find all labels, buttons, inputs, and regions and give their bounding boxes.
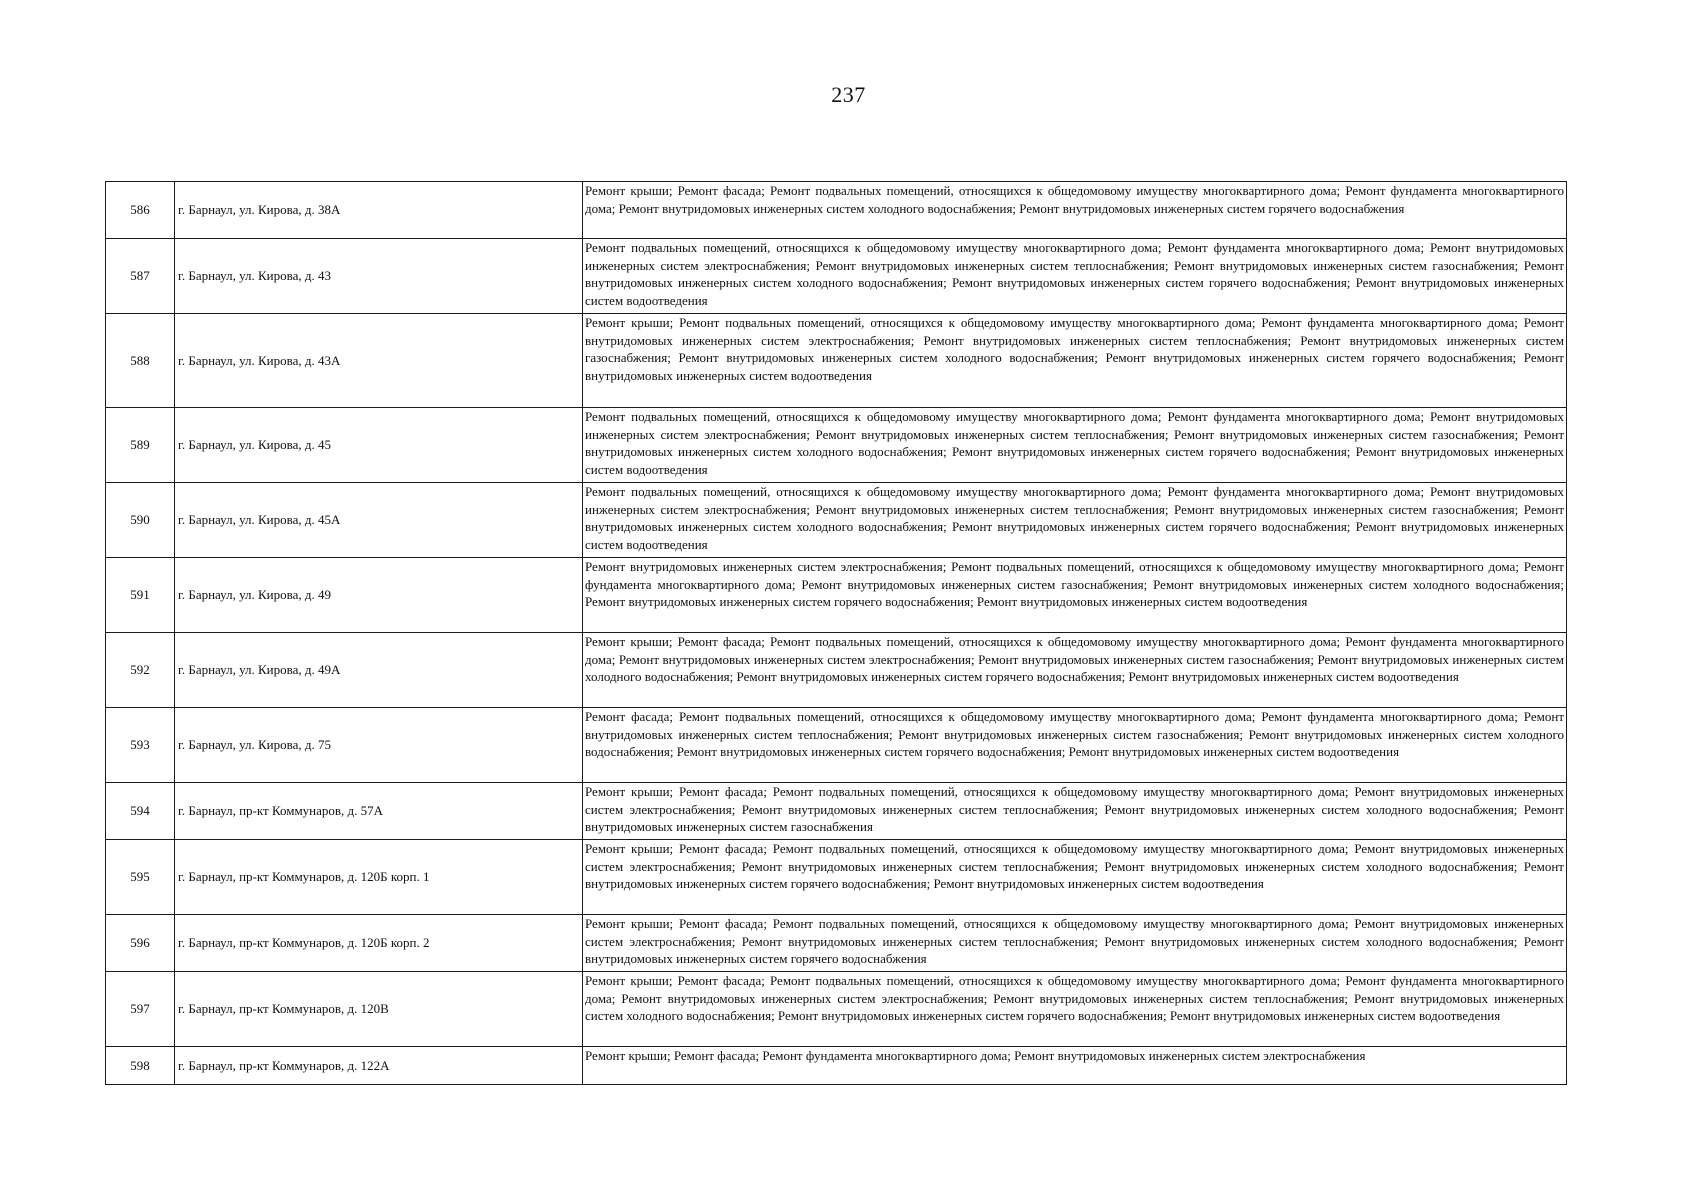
row-number-cell: 594 bbox=[106, 783, 175, 840]
table-row bbox=[106, 708, 1567, 783]
address-cell: г. Барнаул, пр-кт Коммунаров, д. 120Б корп. 1 bbox=[175, 840, 583, 915]
works-cell: Ремонт фасада; Ремонт подвальных помещений, относящихся к общедомовому имуществу многоквартирного дома; Ремонт фундамента многоквартирного дома; Ремонт внутридомовых инженерных систем теплоснабжения; Ремонт внутридомовых инженерных систем газоснабжения; Ремонт внутридомовых инженерных систем холодного водоснабжения; Ремонт внутридомовых инженерных систем горячего водоснабжения; Ремонт внутридомовых инженерных систем водоотведения bbox=[583, 708, 1567, 783]
works-cell: Ремонт крыши; Ремонт фасада; Ремонт подвальных помещений, относящихся к общедомовому имуществу многоквартирного дома; Ремонт внутридомовых инженерных систем электроснабжения; Ремонт внутридомовых инженерных систем теплоснабжения; Ремонт внутридомовых инженерных систем холодного водоснабжения; Ремонт внутридомовых инженерных систем горячего водоснабжения; Ремонт внутридомовых инженерных систем водоотведения bbox=[583, 840, 1567, 915]
address-cell: г. Барнаул, ул. Кирова, д. 49 bbox=[175, 558, 583, 633]
works-cell: Ремонт крыши; Ремонт фасада; Ремонт подвальных помещений, относящихся к общедомовому имуществу многоквартирного дома; Ремонт фундамента многоквартирного дома; Ремонт внутридомовых инженерных систем холодного водоснабжения; Ремонт внутридомовых инженерных систем горячего водоснабжения bbox=[583, 182, 1567, 239]
row-number-cell: 588 bbox=[106, 314, 175, 408]
works-cell: Ремонт крыши; Ремонт фасада; Ремонт подвальных помещений, относящихся к общедомовому имуществу многоквартирного дома; Ремонт внутридомовых инженерных систем электроснабжения; Ремонт внутридомовых инженерных систем теплоснабжения; Ремонт внутридомовых инженерных систем холодного водоснабжения; Ремонт внутридомовых инженерных систем газоснабжения bbox=[583, 783, 1567, 840]
table-row bbox=[106, 408, 1567, 483]
address-cell: г. Барнаул, ул. Кирова, д. 45А bbox=[175, 483, 583, 558]
table-row bbox=[106, 783, 1567, 840]
row-number-cell: 590 bbox=[106, 483, 175, 558]
works-cell: Ремонт подвальных помещений, относящихся к общедомовому имуществу многоквартирного дома; Ремонт фундамента многоквартирного дома; Ремонт внутридомовых инженерных систем электроснабжения; Ремонт внутридомовых инженерных систем теплоснабжения; Ремонт внутридомовых инженерных систем газоснабжения; Ремонт внутридомовых инженерных систем холодного водоснабжения; Ремонт внутридомовых инженерных систем горячего водоснабжения; Ремонт внутридомовых инженерных систем водоотведения bbox=[583, 239, 1567, 314]
works-cell: Ремонт крыши; Ремонт подвальных помещений, относящихся к общедомовому имуществу многоквартирного дома; Ремонт фундамента многоквартирного дома; Ремонт внутридомовых инженерных систем электроснабжения; Ремонт внутридомовых инженерных систем теплоснабжения; Ремонт внутридомовых инженерных систем газоснабжения; Ремонт внутридомовых инженерных систем холодного водоснабжения; Ремонт внутридомовых инженерных систем горячего водоснабжения; Ремонт внутридомовых инженерных систем водоотведения bbox=[583, 314, 1567, 408]
address-cell: г. Барнаул, ул. Кирова, д. 43А bbox=[175, 314, 583, 408]
row-number-cell: 597 bbox=[106, 972, 175, 1047]
works-cell: Ремонт крыши; Ремонт фасада; Ремонт фундамента многоквартирного дома; Ремонт внутридомовых инженерных систем электроснабжения bbox=[583, 1047, 1567, 1085]
table-row bbox=[106, 915, 1567, 972]
row-number-cell: 596 bbox=[106, 915, 175, 972]
table-row bbox=[106, 314, 1567, 408]
table-row bbox=[106, 1047, 1567, 1085]
works-cell: Ремонт крыши; Ремонт фасада; Ремонт подвальных помещений, относящихся к общедомовому имуществу многоквартирного дома; Ремонт фундамента многоквартирного дома; Ремонт внутридомовых инженерных систем электроснабжения; Ремонт внутридомовых инженерных систем газоснабжения; Ремонт внутридомовых инженерных систем холодного водоснабжения; Ремонт внутридомовых инженерных систем горячего водоснабжения; Ремонт внутридомовых инженерных систем водоотведения bbox=[583, 633, 1567, 708]
address-cell: г. Барнаул, ул. Кирова, д. 43 bbox=[175, 239, 583, 314]
works-cell: Ремонт крыши; Ремонт фасада; Ремонт подвальных помещений, относящихся к общедомовому имуществу многоквартирного дома; Ремонт фундамента многоквартирного дома; Ремонт внутридомовых инженерных систем электроснабжения; Ремонт внутридомовых инженерных систем теплоснабжения; Ремонт внутридомовых инженерных систем холодного водоснабжения; Ремонт внутридомовых инженерных систем горячего водоснабжения; Ремонт внутридомовых инженерных систем водоотведения bbox=[583, 972, 1567, 1047]
repair-works-table bbox=[105, 181, 1567, 1085]
page-number: 237 bbox=[831, 82, 866, 107]
address-cell: г. Барнаул, пр-кт Коммунаров, д. 57А bbox=[175, 783, 583, 840]
table-row bbox=[106, 633, 1567, 708]
works-cell: Ремонт подвальных помещений, относящихся к общедомовому имуществу многоквартирного дома; Ремонт фундамента многоквартирного дома; Ремонт внутридомовых инженерных систем электроснабжения; Ремонт внутридомовых инженерных систем теплоснабжения; Ремонт внутридомовых инженерных систем газоснабжения; Ремонт внутридомовых инженерных систем холодного водоснабжения; Ремонт внутридомовых инженерных систем горячего водоснабжения; Ремонт внутридомовых инженерных систем водоотведения bbox=[583, 408, 1567, 483]
address-cell: г. Барнаул, ул. Кирова, д. 45 bbox=[175, 408, 583, 483]
address-cell: г. Барнаул, пр-кт Коммунаров, д. 122А bbox=[175, 1047, 583, 1085]
row-number-cell: 589 bbox=[106, 408, 175, 483]
row-number-cell: 592 bbox=[106, 633, 175, 708]
table-row bbox=[106, 182, 1567, 239]
table-row bbox=[106, 972, 1567, 1047]
address-cell: г. Барнаул, пр-кт Коммунаров, д. 120В bbox=[175, 972, 583, 1047]
table-row bbox=[106, 483, 1567, 558]
address-cell: г. Барнаул, пр-кт Коммунаров, д. 120Б корп. 2 bbox=[175, 915, 583, 972]
table-row bbox=[106, 239, 1567, 314]
row-number-cell: 591 bbox=[106, 558, 175, 633]
address-cell: г. Барнаул, ул. Кирова, д. 75 bbox=[175, 708, 583, 783]
row-number-cell: 595 bbox=[106, 840, 175, 915]
table-row bbox=[106, 840, 1567, 915]
table-row bbox=[106, 558, 1567, 633]
address-cell: г. Барнаул, ул. Кирова, д. 38А bbox=[175, 182, 583, 239]
works-cell: Ремонт внутридомовых инженерных систем электроснабжения; Ремонт подвальных помещений, относящихся к общедомовому имуществу многоквартирного дома; Ремонт фундамента многоквартирного дома; Ремонт внутридомовых инженерных систем газоснабжения; Ремонт внутридомовых инженерных систем холодного водоснабжения; Ремонт внутридомовых инженерных систем горячего водоснабжения; Ремонт внутридомовых инженерных систем водоотведения bbox=[583, 558, 1567, 633]
address-cell: г. Барнаул, ул. Кирова, д. 49А bbox=[175, 633, 583, 708]
works-cell: Ремонт крыши; Ремонт фасада; Ремонт подвальных помещений, относящихся к общедомовому имуществу многоквартирного дома; Ремонт внутридомовых инженерных систем электроснабжения; Ремонт внутридомовых инженерных систем теплоснабжения; Ремонт внутридомовых инженерных систем холодного водоснабжения; Ремонт внутридомовых инженерных систем горячего водоснабжения bbox=[583, 915, 1567, 972]
row-number-cell: 593 bbox=[106, 708, 175, 783]
row-number-cell: 586 bbox=[106, 182, 175, 239]
row-number-cell: 587 bbox=[106, 239, 175, 314]
works-cell: Ремонт подвальных помещений, относящихся к общедомовому имуществу многоквартирного дома; Ремонт фундамента многоквартирного дома; Ремонт внутридомовых инженерных систем электроснабжения; Ремонт внутридомовых инженерных систем теплоснабжения; Ремонт внутридомовых инженерных систем газоснабжения; Ремонт внутридомовых инженерных систем холодного водоснабжения; Ремонт внутридомовых инженерных систем горячего водоснабжения; Ремонт внутридомовых инженерных систем водоотведения bbox=[583, 483, 1567, 558]
row-number-cell: 598 bbox=[106, 1047, 175, 1085]
